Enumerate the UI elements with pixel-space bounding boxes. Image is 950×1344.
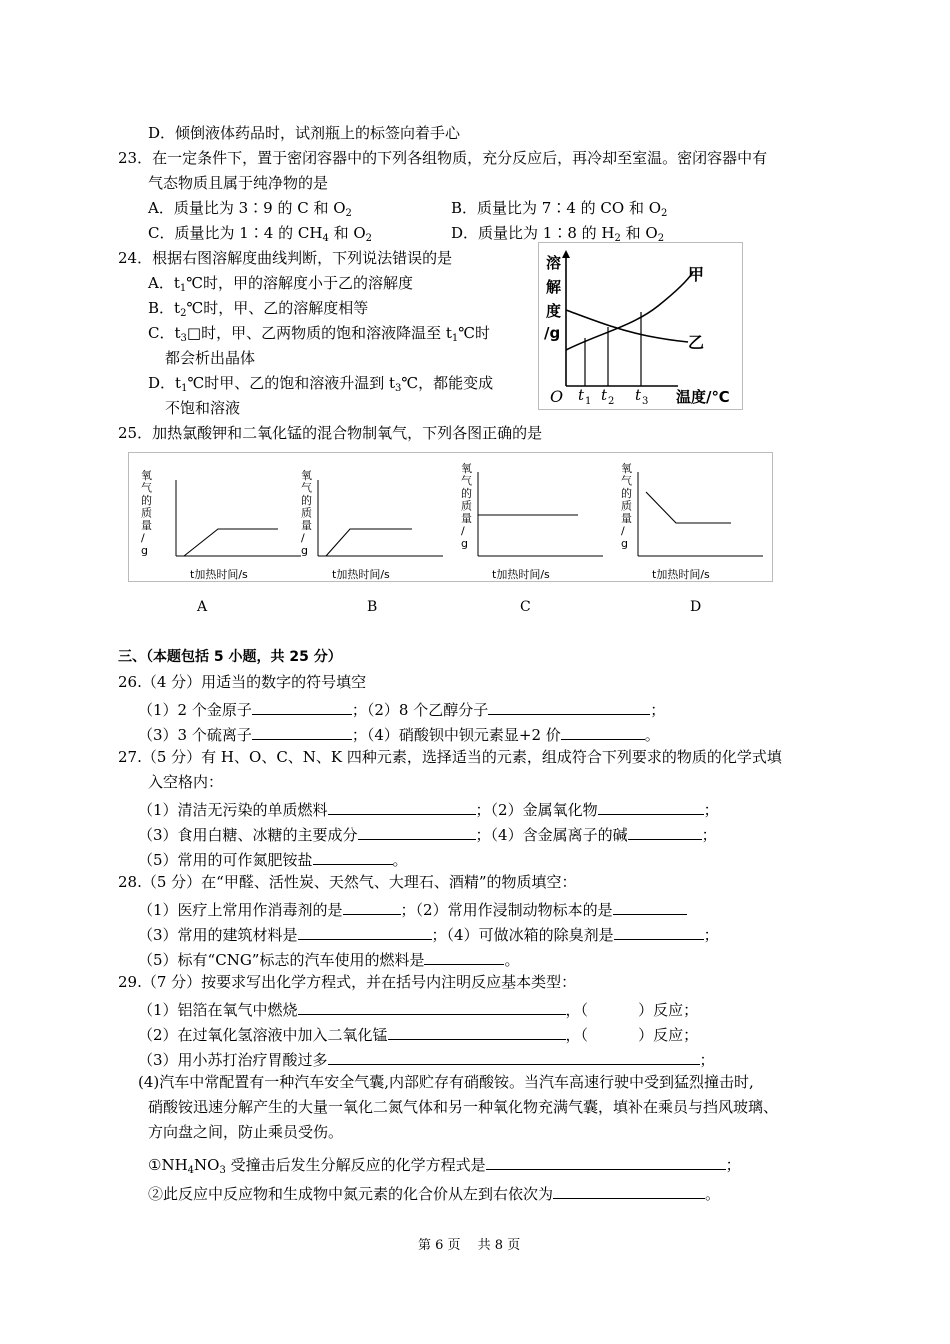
series-jia-label: 甲 bbox=[688, 265, 705, 284]
ylabel-char: 溶 bbox=[546, 254, 562, 272]
answer-blank[interactable] bbox=[614, 925, 704, 940]
answer-blank[interactable] bbox=[486, 1155, 726, 1170]
answer-blank[interactable] bbox=[488, 700, 650, 715]
q27-stem-line1: 27.（5 分）有 H、O、C、N、K 四种元素，选择适当的元素，组成符合下列要求的物质的化学式填 bbox=[118, 748, 782, 766]
graph-group bbox=[141, 461, 763, 581]
q24-stem: 24．根据右图溶解度曲线判断，下列说法错误的是 bbox=[118, 249, 453, 267]
answer-blank[interactable] bbox=[298, 925, 432, 940]
graph-c-ylabel-char: 气 bbox=[461, 474, 472, 488]
graph-a-ylabel-char: / bbox=[141, 531, 145, 545]
q23-stem-line2: 气态物质且属于纯净物的是 bbox=[148, 174, 329, 192]
graph-d-xlabel: t加热时间/s bbox=[652, 568, 710, 581]
page-footer: 第 6 页 共 8 页 bbox=[418, 1238, 521, 1253]
ylabel-char: 度 bbox=[546, 302, 562, 320]
graph-d-ylabel-char: 氧 bbox=[621, 462, 632, 475]
q24-option-a: A．$t_1℃$时，甲的溶解度小于乙的溶解度 bbox=[148, 274, 414, 294]
q23-option-c: C．质量比为 1∶4 的 $CH_4$ 和 $O_2$ bbox=[148, 224, 373, 244]
q28-stem: 28.（5 分）在“甲醛、活性炭、天然气、大理石、酒精”的物质填空： bbox=[118, 873, 577, 891]
q29-sub1: $①NH_4NO_3$ 受撞击后发生分解反应的化学方程式是 ； bbox=[148, 1156, 741, 1176]
answer-blank[interactable] bbox=[598, 800, 704, 815]
answer-blank[interactable] bbox=[252, 725, 352, 740]
oxygen-mass-graphs bbox=[128, 452, 773, 582]
q24-option-d-line2: 不饱和溶液 bbox=[165, 399, 241, 417]
section-3-title: 三、（本题包括 5 小题，共 25 分） bbox=[118, 649, 342, 665]
q23-stem-line1: 23．在一定条件下，置于密闭容器中的下列各组物质，充分反应后，再冷却至室温。密闭容器中有 bbox=[118, 149, 768, 167]
graph-a-ylabel-char: 氧 bbox=[141, 469, 152, 482]
t2-label: t bbox=[601, 386, 608, 404]
graph-d-ylabel-char: 量 bbox=[621, 512, 632, 525]
answer-blank[interactable] bbox=[388, 1025, 566, 1040]
answer-blank[interactable] bbox=[553, 1184, 705, 1199]
q27-line1: （1）清洁无污染的单质燃料 ；（2）金属氧化物 ； bbox=[138, 801, 719, 819]
graph-c-ylabel-char: 质 bbox=[461, 499, 472, 513]
graph-c-ylabel-char: / bbox=[461, 524, 465, 538]
answer-blank[interactable] bbox=[358, 825, 476, 840]
graph-c-ylabel-char: 的 bbox=[461, 487, 472, 500]
graph-b-xlabel: t加热时间/s bbox=[332, 568, 390, 581]
answer-blank[interactable] bbox=[328, 800, 476, 815]
graph-c-ylabel-char: 氧 bbox=[461, 462, 472, 475]
series-yi-curve bbox=[566, 310, 688, 342]
graph-d-ylabel-char: / bbox=[621, 524, 625, 538]
graph-a-ylabel-char: 的 bbox=[141, 494, 152, 507]
graph-b-ylabel-char: g bbox=[301, 544, 308, 557]
q26-line2: （3）3 个硫离子 ；（4）硝酸钡中钡元素显+2 价 。 bbox=[138, 726, 660, 744]
q28-line3: （5）标有“CNG”标志的汽车使用的燃料是 。 bbox=[138, 951, 520, 969]
answer-blank[interactable] bbox=[252, 700, 352, 715]
graph-a-xlabel: t加热时间/s bbox=[190, 568, 248, 581]
q29-para-line1: (4)汽车中常配置有一种汽车安全气囊,内部贮存有硝酸铵。当汽车高速行驶中受到猛烈撞击时, bbox=[138, 1073, 754, 1091]
q24-option-b: B．$t_2℃$时，甲、乙的溶解度相等 bbox=[148, 299, 369, 319]
t3-sub: 3 bbox=[642, 396, 649, 407]
solubility-curve-chart bbox=[538, 242, 743, 410]
t2-sub: 2 bbox=[608, 396, 615, 407]
graph-b-data-line bbox=[326, 529, 412, 556]
graph-a-ylabel-char: 气 bbox=[141, 481, 152, 495]
q29-stem: 29.（7 分）按要求写出化学方程式，并在括号内注明反应基本类型： bbox=[118, 973, 577, 991]
q29-line2: （2）在过氧化氢溶液中加入二氧化锰 ，（ ）反应； bbox=[138, 1026, 699, 1044]
graph-a-ylabel-char: g bbox=[141, 544, 148, 557]
graph-d-data-line bbox=[646, 492, 731, 523]
q23-option-d: D．质量比为 1∶8 的 $H_2$ 和 $O_2$ bbox=[451, 224, 665, 244]
q29-line3: （3）用小苏打治疗胃酸过多 ； bbox=[138, 1051, 715, 1069]
ylabel-char: 解 bbox=[546, 278, 562, 296]
graph-b-ylabel-char: 的 bbox=[301, 494, 312, 507]
q27-stem-line2: 入空格内： bbox=[148, 773, 224, 791]
t1-sub: 1 bbox=[585, 396, 592, 407]
q29-line1: （1）铝箔在氧气中燃烧 ，（ ）反应； bbox=[138, 1001, 699, 1019]
graph-c-xlabel: t加热时间/s bbox=[492, 568, 550, 581]
answer-blank[interactable] bbox=[328, 1050, 700, 1065]
q24-option-c-line2: 都会析出晶体 bbox=[165, 349, 256, 367]
graph-b-ylabel-char: 气 bbox=[301, 481, 312, 495]
q23-option-b: B．质量比为 7∶4 的 CO 和 $O_2$ bbox=[451, 199, 668, 219]
answer-blank[interactable] bbox=[613, 900, 687, 915]
graph-a-data-line bbox=[184, 529, 278, 556]
graph-b-ylabel-char: 氧 bbox=[301, 469, 312, 482]
graph-d-ylabel-char: 气 bbox=[621, 474, 632, 488]
q25-stem: 25．加热氯酸钾和二氧化锰的混合物制氧气，下列各图正确的是 bbox=[118, 424, 543, 442]
q29-para-line3: 方向盘之间，防止乘员受伤。 bbox=[148, 1123, 344, 1141]
answer-blank[interactable] bbox=[298, 1000, 566, 1015]
ylabel-char: /g bbox=[544, 324, 561, 342]
q23-option-a: A．质量比为 3∶9 的 C 和 $O_2$ bbox=[148, 199, 352, 219]
graph-a-ylabel-char: 质 bbox=[141, 506, 152, 520]
q24-option-d: D．$t_1℃$时甲、乙的饱和溶液升温到 $t_3℃$，都能变成 bbox=[148, 374, 494, 394]
q26-line1: （1）2 个金原子 ；（2）8 个乙醇分子 ； bbox=[138, 701, 666, 719]
answer-blank[interactable] bbox=[343, 900, 401, 915]
graph-c-ylabel-char: g bbox=[461, 537, 468, 550]
graphs-frame bbox=[129, 453, 773, 582]
q27-line3: （5）常用的可作氮肥铵盐 。 bbox=[138, 851, 408, 869]
graph-a-ylabel-char: 量 bbox=[141, 519, 152, 532]
caption-a: A bbox=[197, 599, 208, 615]
xlabel: 温度/℃ bbox=[676, 388, 730, 406]
graph-d-ylabel-char: 的 bbox=[621, 487, 632, 500]
graph-d-ylabel-char: 质 bbox=[621, 499, 632, 513]
q24-option-c: C．$t_3□$时，甲、乙两物质的饱和溶液降温至 $t_1℃$时 bbox=[148, 324, 491, 344]
t1-label: t bbox=[578, 386, 585, 404]
y-axis-arrow bbox=[562, 250, 570, 258]
answer-blank[interactable] bbox=[313, 850, 393, 865]
graph-c-ylabel-char: 量 bbox=[461, 512, 472, 525]
answer-blank[interactable] bbox=[424, 950, 504, 965]
origin-label: O bbox=[550, 387, 564, 406]
graph-b-ylabel-char: / bbox=[301, 531, 305, 545]
q28-line1: （1）医疗上常用作消毒剂的是 ；（2）常用作浸制动物标本的是 bbox=[138, 900, 687, 918]
series-yi-label: 乙 bbox=[688, 333, 705, 352]
graph-b-ylabel-char: 质 bbox=[301, 506, 312, 520]
q27-line2: （3）食用白糖、冰糖的主要成分 ；（4）含金属离子的碱 ； bbox=[138, 826, 717, 844]
caption-b: B bbox=[367, 599, 378, 615]
graph-b-ylabel-char: 量 bbox=[301, 519, 312, 532]
graph-d-ylabel-char: g bbox=[621, 537, 628, 550]
caption-d: D bbox=[690, 599, 702, 615]
answer-blank[interactable] bbox=[561, 725, 645, 740]
t3-label: t bbox=[635, 386, 642, 404]
q29-para-line2: 硝酸铵迅速分解产生的大量一氧化二氮气体和另一种氧化物充满气囊，填补在乘员与挡风玻璃、 bbox=[148, 1098, 779, 1116]
q26-stem: 26.（4 分）用适当的数字的符号填空 bbox=[118, 673, 367, 691]
q29-sub2: ②此反应中反应物和生成物中氮元素的化合价从左到右依次为 。 bbox=[148, 1185, 721, 1203]
q28-line2: （3）常用的建筑材料是 ；（4）可做冰箱的除臭剂是 ； bbox=[138, 926, 719, 944]
answer-blank[interactable] bbox=[628, 825, 702, 840]
caption-c: C bbox=[520, 599, 531, 615]
q22-option-d: D．倾倒液体药品时，试剂瓶上的标签向着手心 bbox=[148, 124, 461, 142]
